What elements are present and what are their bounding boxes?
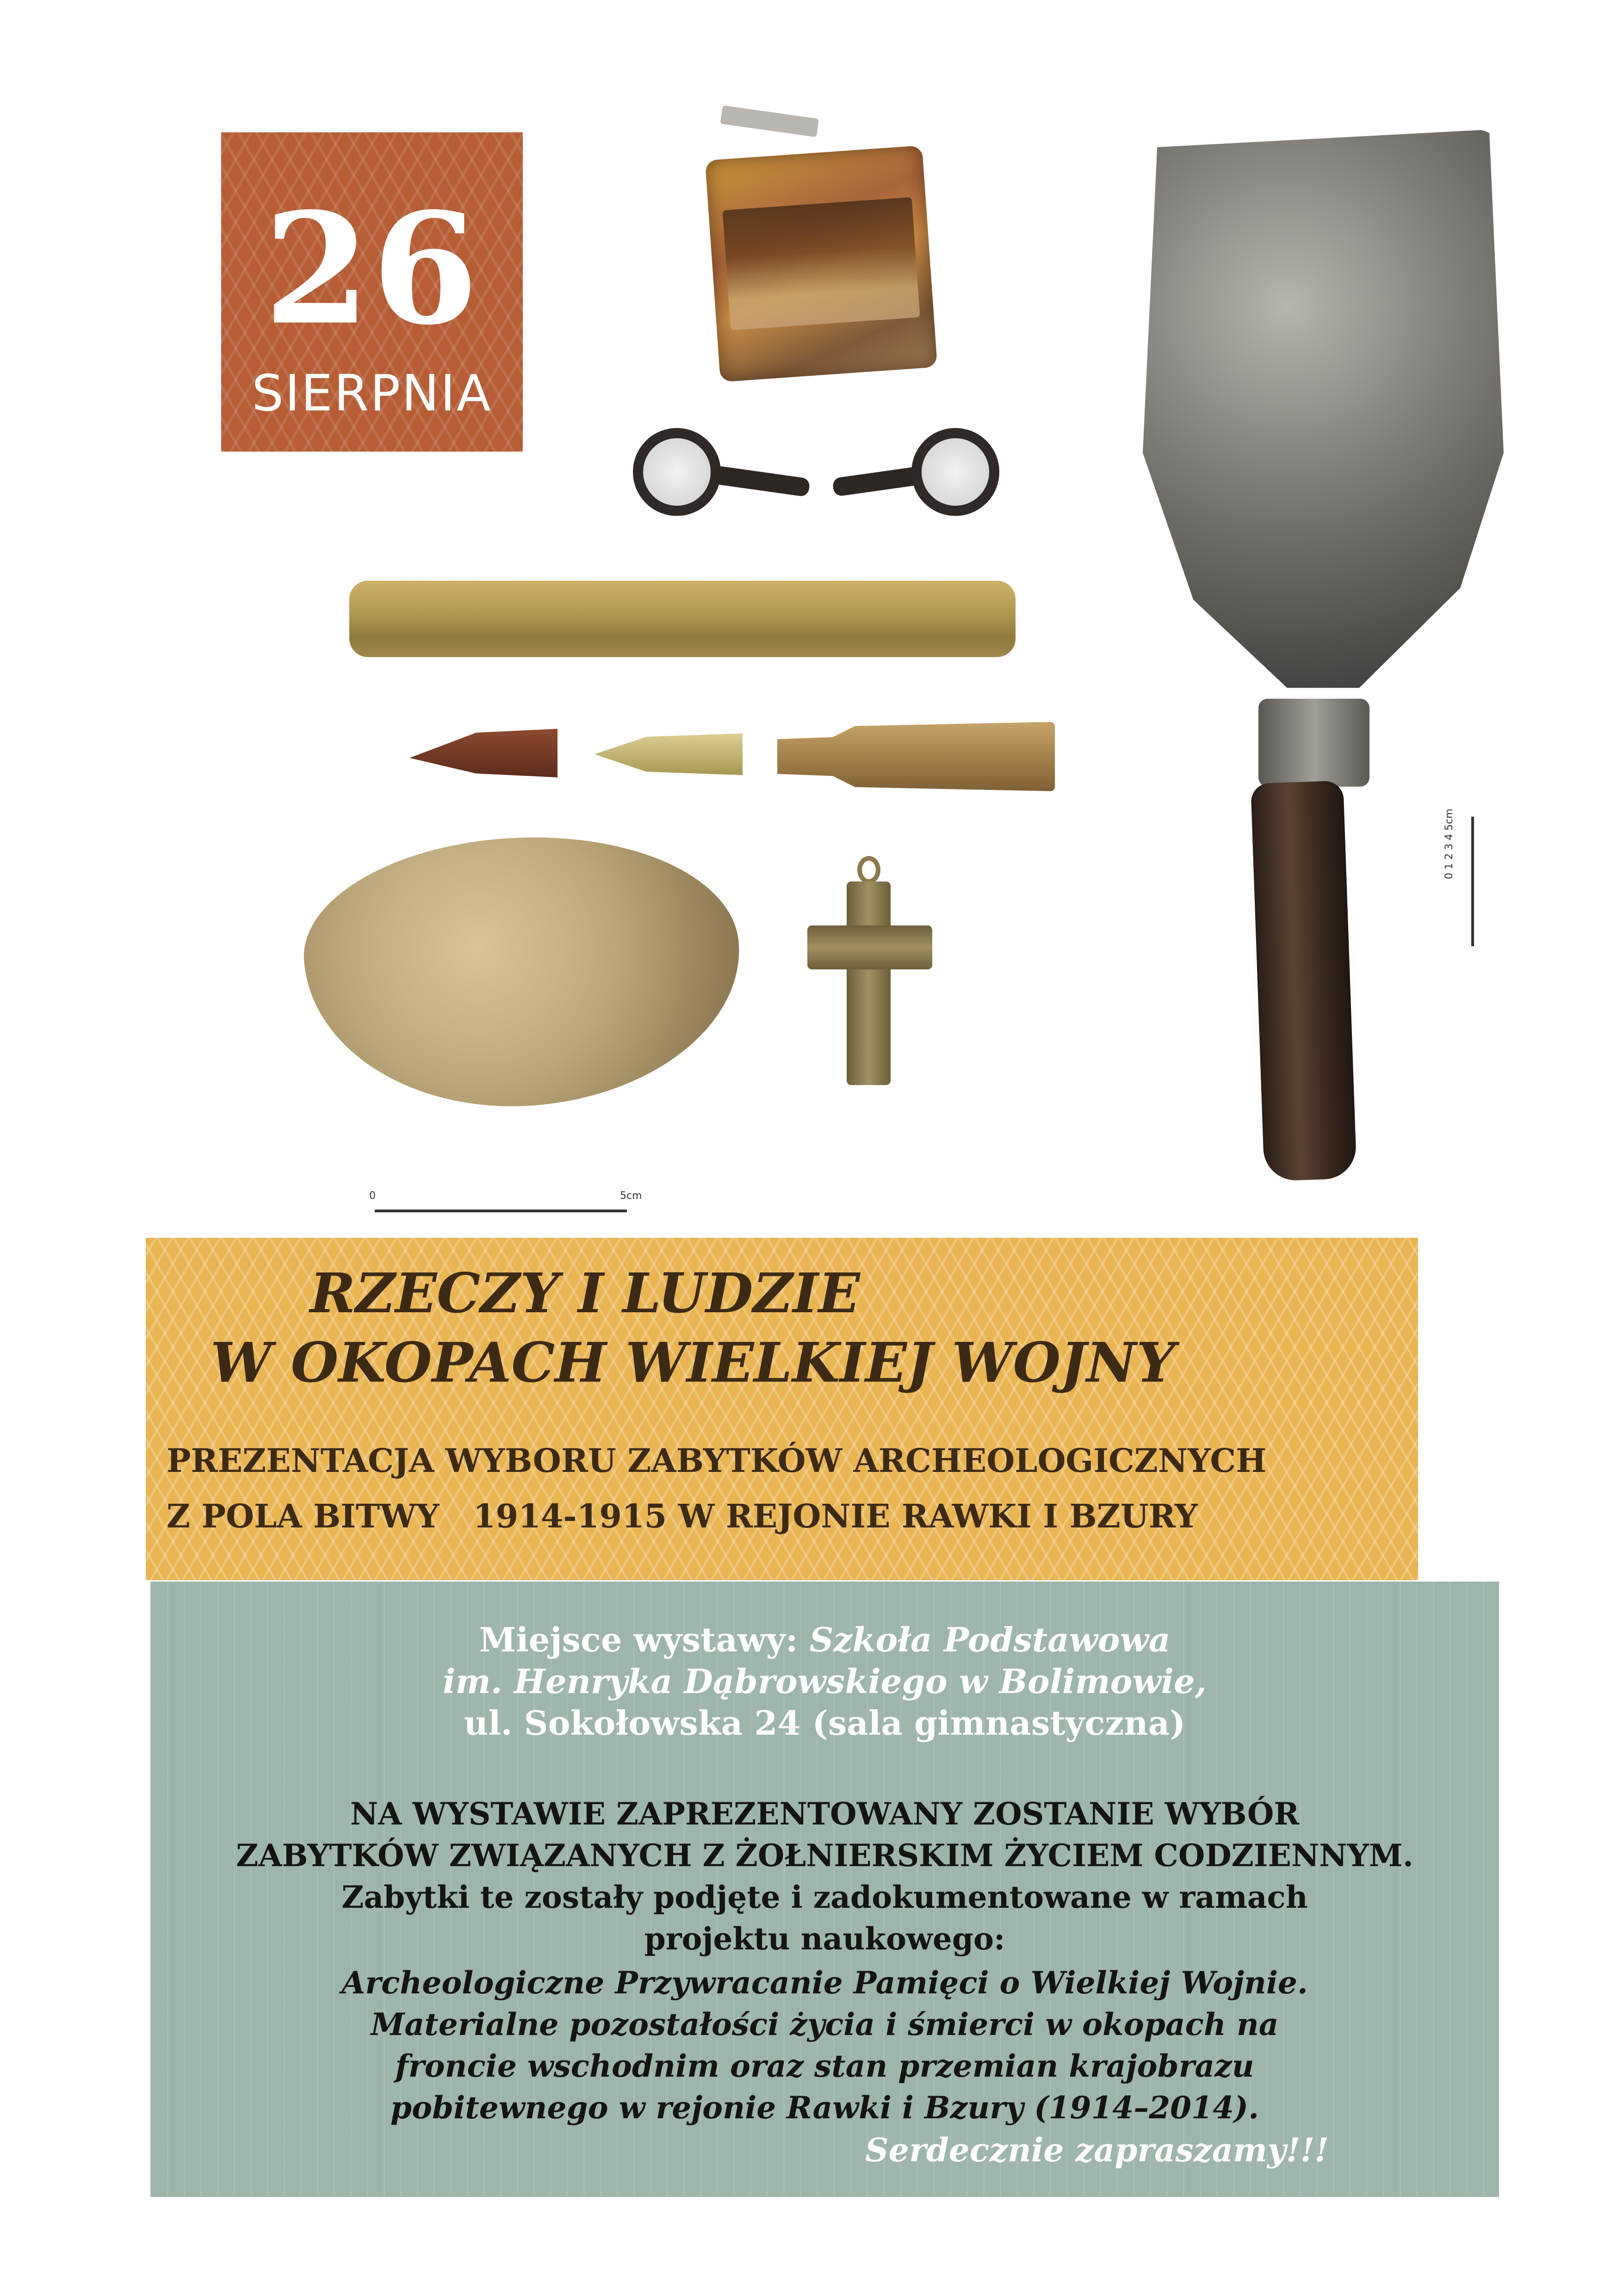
venue-name-1: Szkoła Podstawowa (809, 1620, 1171, 1659)
venue-label: Miejsce wystawy: (479, 1620, 810, 1659)
glasses-left-arm-image (712, 465, 811, 497)
scale-bottom-start-label: 0 (369, 1190, 376, 1202)
title-line-2: W OKOPACH WIELKIEJ WOJNY (211, 1330, 1176, 1395)
scale-bar-bottom (375, 1210, 627, 1212)
shovel-handle-image (1251, 781, 1357, 1181)
project-title-line-2: Materialne pozostałości życia i śmierci w okopach na (371, 2006, 1279, 2042)
body-line-3: Zabytki te zostały podjęte i zadokumentowane w ramach (341, 1879, 1308, 1915)
iron-bullet-image (409, 729, 558, 777)
glasses-right-lens-image (911, 428, 999, 516)
glasses-left-lens-image (633, 428, 721, 516)
date-day: 26 (264, 179, 480, 359)
subtitle-line-2: Z POLA BITWY 1914-1915 W REJONIE RAWKI I BZURY (167, 1497, 1198, 1535)
shell-case-image (349, 581, 1016, 657)
venue-address: ul. Sokołowska 24 (sala gimnastyczna) (464, 1703, 1186, 1743)
cross-horizontal-image (807, 925, 932, 969)
venue-name-2: im. Henryka Dąbrowskiego w Bolimowie, (443, 1662, 1207, 1701)
invitation-text: Serdecznie zapraszamy!!! (865, 2131, 1329, 2169)
battery-tin-label (722, 197, 920, 330)
leather-pouch-image (297, 823, 749, 1121)
shovel-collar-image (1258, 699, 1369, 787)
project-title-line-1: Archeologiczne Przywracanie Pamięci o Wielkiej Wojnie. (341, 1965, 1308, 2001)
date-month: SIERPNIA (252, 365, 492, 422)
battery-tin-lid (720, 105, 819, 137)
scale-bar-right (1471, 817, 1474, 946)
shovel-blade-image (1143, 130, 1504, 717)
body-line-4: projektu naukowego: (644, 1921, 1005, 1957)
subtitle-line-1: PREZENTACJA WYBORU ZABYTKÓW ARCHEOLOGICZNYCH (167, 1441, 1267, 1480)
cross-ring-image (857, 856, 880, 884)
cartridge-image (777, 722, 1055, 791)
project-title-line-3: froncie wschodnim oraz stan przemian krajobrazu (395, 2048, 1254, 2084)
venue-line-1 (150, 1620, 1499, 1660)
project-title-line-4: pobitewnego w rejonie Rawki i Bzury (1914–2014). (390, 2090, 1259, 2126)
body-line-2: ZABYTKÓW ZWIĄZANYCH Z ŻOŁNIERSKIM ŻYCIEM CODZIENNYM. (236, 1837, 1413, 1874)
date-badge (221, 132, 523, 452)
body-line-1: NA WYSTAWIE ZAPREZENTOWANY ZOSTANIE WYBÓR (350, 1796, 1300, 1832)
cross-vertical-image (847, 881, 891, 1085)
brass-bullet-image (595, 733, 743, 775)
scale-bottom-end-label: 5cm (620, 1190, 642, 1202)
scale-right-label: 0 1 2 3 4 5cm (1443, 808, 1455, 879)
title-line-1: RZECZY I LUDZIE (310, 1261, 860, 1325)
battery-tin-image (705, 145, 937, 382)
